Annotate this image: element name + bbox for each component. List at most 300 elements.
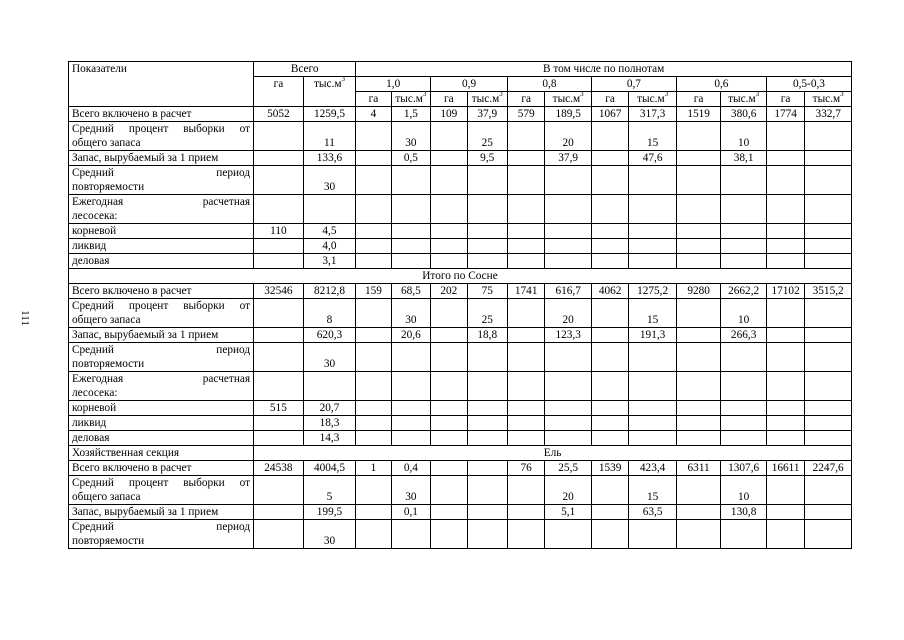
data-cell [676, 505, 721, 520]
data-cell [467, 254, 507, 269]
data-cell [766, 299, 804, 328]
data-cell [507, 195, 544, 224]
data-cell: 189,5 [545, 107, 592, 122]
cutting-calculation-table [68, 61, 852, 549]
header-indicators: Показатели [69, 62, 254, 107]
data-cell [766, 416, 804, 431]
row-label: Запас, вырубаемый за 1 прием [69, 328, 254, 343]
data-cell [721, 416, 767, 431]
data-cell [805, 476, 852, 505]
data-cell [431, 299, 467, 328]
data-cell [591, 476, 628, 505]
unit-vol-sup: 3 [840, 91, 844, 98]
data-cell: 15 [629, 122, 677, 151]
row-label [69, 476, 254, 505]
data-cell [431, 431, 467, 446]
data-cell: 30 [303, 343, 356, 372]
data-cell: 109 [431, 107, 467, 122]
data-cell: 63,5 [629, 505, 677, 520]
data-cell [254, 505, 304, 520]
data-cell: 515 [254, 401, 304, 416]
data-cell [629, 431, 677, 446]
row-annual [69, 195, 852, 224]
data-cell [254, 431, 304, 446]
data-cell [356, 431, 391, 446]
data-cell: 4 [356, 107, 391, 122]
data-cell [766, 239, 804, 254]
data-cell [629, 239, 677, 254]
data-cell: 10 [721, 476, 767, 505]
data-cell: 25,5 [545, 461, 592, 476]
header-row-1 [69, 62, 852, 77]
data-cell: 1539 [591, 461, 628, 476]
data-cell [467, 476, 507, 505]
section-title-spruce: Ель [254, 446, 852, 461]
data-cell [507, 254, 544, 269]
data-cell [676, 431, 721, 446]
data-cell [467, 505, 507, 520]
unit-vol-4 [721, 92, 767, 107]
data-cell [507, 151, 544, 166]
data-cell: 47,6 [629, 151, 677, 166]
data-cell [507, 520, 544, 549]
data-cell [467, 372, 507, 401]
data-cell [507, 239, 544, 254]
row-avg-percent [69, 299, 852, 328]
unit-vol-sup: 3 [580, 91, 584, 98]
data-cell [507, 122, 544, 151]
data-cell [591, 299, 628, 328]
data-cell [676, 166, 721, 195]
data-cell [766, 328, 804, 343]
data-cell: 14,3 [303, 431, 356, 446]
data-cell: 37,9 [467, 107, 507, 122]
row-avg-period [69, 520, 852, 549]
data-cell [391, 166, 430, 195]
row-label: корневой [69, 224, 254, 239]
unit-ha-1: га [431, 92, 467, 107]
header-total-vol: $тыс.м^3$ [303, 77, 356, 107]
data-cell [545, 372, 592, 401]
data-cell: 2662,2 [721, 284, 767, 299]
data-cell [591, 505, 628, 520]
row-label-line1: Средний период [72, 344, 251, 356]
data-cell [805, 239, 852, 254]
row-liquid [69, 416, 852, 431]
data-cell [676, 343, 721, 372]
data-cell [629, 166, 677, 195]
section-row-spruce [69, 446, 852, 461]
row-label-line1: Средний период [72, 167, 251, 179]
data-cell [676, 224, 721, 239]
data-cell [391, 401, 430, 416]
row-business [69, 431, 852, 446]
data-cell [356, 520, 391, 549]
data-cell [805, 416, 852, 431]
header-density-4: 0,6 [676, 77, 766, 92]
page-number: 111 [18, 310, 31, 326]
data-cell [676, 239, 721, 254]
section-title-pine-total: Итого по Сосне [69, 269, 852, 284]
data-cell [591, 372, 628, 401]
data-cell [629, 401, 677, 416]
data-cell: 15 [629, 476, 677, 505]
data-cell [507, 343, 544, 372]
data-cell: 75 [467, 284, 507, 299]
data-cell: 133,6 [303, 151, 356, 166]
row-label [69, 520, 254, 549]
data-cell [591, 239, 628, 254]
data-cell [431, 476, 467, 505]
data-cell [431, 461, 467, 476]
data-cell [303, 195, 356, 224]
data-cell [356, 299, 391, 328]
data-cell [629, 520, 677, 549]
data-cell: 110 [254, 224, 304, 239]
row-stock-cut [69, 151, 852, 166]
data-cell [545, 195, 592, 224]
data-cell: 5052 [254, 107, 304, 122]
data-cell [629, 343, 677, 372]
data-cell: 25 [467, 122, 507, 151]
data-cell [431, 239, 467, 254]
data-cell: 20 [545, 476, 592, 505]
data-cell [507, 299, 544, 328]
data-cell [766, 520, 804, 549]
row-business [69, 254, 852, 269]
data-cell: 15 [629, 299, 677, 328]
data-cell: 20 [545, 122, 592, 151]
data-cell [254, 343, 304, 372]
row-label [69, 122, 254, 151]
data-cell [676, 254, 721, 269]
data-cell [721, 166, 767, 195]
data-cell [545, 239, 592, 254]
data-cell [391, 239, 430, 254]
data-cell [356, 224, 391, 239]
data-cell: 3515,2 [805, 284, 852, 299]
section-row-pine-total [69, 269, 852, 284]
data-cell [254, 122, 304, 151]
data-cell [545, 254, 592, 269]
data-cell: 130,8 [721, 505, 767, 520]
data-cell [507, 372, 544, 401]
data-cell [356, 328, 391, 343]
data-cell [431, 151, 467, 166]
row-root [69, 401, 852, 416]
data-cell [721, 401, 767, 416]
data-cell [766, 254, 804, 269]
data-cell: 620,3 [303, 328, 356, 343]
data-cell: 1259,5 [303, 107, 356, 122]
row-label: Всего включено в расчет [69, 284, 254, 299]
data-cell: 16611 [766, 461, 804, 476]
data-cell: 3,1 [303, 254, 356, 269]
data-cell [356, 195, 391, 224]
data-cell: 159 [356, 284, 391, 299]
row-label-line2: лесосека: [72, 387, 118, 399]
data-cell [591, 224, 628, 239]
data-cell [431, 401, 467, 416]
row-label [69, 166, 254, 195]
data-cell [766, 166, 804, 195]
data-cell [356, 505, 391, 520]
data-cell [766, 431, 804, 446]
unit-vol-sup: 3 [499, 91, 503, 98]
data-cell [545, 401, 592, 416]
unit-vol-1 [467, 92, 507, 107]
unit-ha-0: га [356, 92, 391, 107]
row-label-line2: повторяемости [72, 181, 145, 193]
data-cell: 0,4 [391, 461, 430, 476]
data-cell [507, 328, 544, 343]
data-cell: 30 [303, 166, 356, 195]
data-cell: 20,6 [391, 328, 430, 343]
unit-ha-2: га [507, 92, 544, 107]
data-cell [431, 224, 467, 239]
data-cell [431, 505, 467, 520]
data-cell [629, 416, 677, 431]
data-cell [254, 151, 304, 166]
data-cell [391, 416, 430, 431]
data-cell: 18,3 [303, 416, 356, 431]
data-cell [629, 224, 677, 239]
data-cell: 1307,6 [721, 461, 767, 476]
data-cell: 423,4 [629, 461, 677, 476]
row-avg-period [69, 166, 852, 195]
row-label: корневой [69, 401, 254, 416]
row-stock-cut [69, 505, 852, 520]
unit-vol-sup: 3 [422, 91, 427, 98]
data-cell [356, 372, 391, 401]
data-cell: 380,6 [721, 107, 767, 122]
data-cell: 30 [391, 299, 430, 328]
data-cell [391, 520, 430, 549]
data-cell [254, 520, 304, 549]
data-cell [545, 224, 592, 239]
data-cell: 9,5 [467, 151, 507, 166]
row-label-line1: Средний процент выборки от [72, 123, 251, 135]
row-label-line2: общего запаса [72, 491, 141, 503]
data-cell [507, 166, 544, 195]
data-cell [676, 195, 721, 224]
row-label: ликвид [69, 416, 254, 431]
row-label: Запас, вырубаемый за 1 прием [69, 151, 254, 166]
data-cell [467, 224, 507, 239]
data-cell [303, 372, 356, 401]
row-label [69, 299, 254, 328]
unit-vol-2 [545, 92, 592, 107]
row-label-line2: повторяемости [72, 535, 145, 547]
data-cell [507, 401, 544, 416]
data-cell [805, 122, 852, 151]
unit-vol-5 [805, 92, 852, 107]
data-cell [805, 151, 852, 166]
data-cell: 68,5 [391, 284, 430, 299]
data-cell [591, 343, 628, 372]
data-cell: 4062 [591, 284, 628, 299]
data-cell [676, 372, 721, 401]
header-total: Всего [254, 62, 356, 77]
data-cell [721, 224, 767, 239]
row-label [69, 372, 254, 401]
row-label: деловая [69, 431, 254, 446]
data-cell [591, 416, 628, 431]
data-cell [676, 299, 721, 328]
data-cell [676, 122, 721, 151]
data-cell [805, 224, 852, 239]
data-cell [356, 401, 391, 416]
row-root [69, 224, 852, 239]
data-cell: 6311 [676, 461, 721, 476]
data-cell [391, 224, 430, 239]
header-density-1: 0,9 [431, 77, 508, 92]
data-cell [431, 520, 467, 549]
row-label: деловая [69, 254, 254, 269]
data-cell [467, 461, 507, 476]
data-cell: 76 [507, 461, 544, 476]
unit-vol-text: тыс.м [552, 93, 581, 105]
data-cell [721, 343, 767, 372]
data-cell [507, 476, 544, 505]
data-cell: 4004,5 [303, 461, 356, 476]
data-cell [805, 328, 852, 343]
row-label: Всего включено в расчет [69, 107, 254, 122]
data-cell: 332,7 [805, 107, 852, 122]
unit-ha-4: га [676, 92, 721, 107]
data-cell: 1,5 [391, 107, 430, 122]
data-cell [805, 343, 852, 372]
data-cell [507, 505, 544, 520]
data-cell [356, 343, 391, 372]
data-cell [591, 195, 628, 224]
data-cell [467, 343, 507, 372]
data-cell [676, 416, 721, 431]
data-cell [766, 476, 804, 505]
data-cell [805, 195, 852, 224]
data-cell [805, 254, 852, 269]
data-cell: 202 [431, 284, 467, 299]
data-cell [591, 401, 628, 416]
data-cell [467, 416, 507, 431]
data-cell: 9280 [676, 284, 721, 299]
data-cell [391, 195, 430, 224]
data-cell: 11 [303, 122, 356, 151]
data-cell [805, 166, 852, 195]
data-cell [431, 195, 467, 224]
data-cell: 17102 [766, 284, 804, 299]
data-cell [545, 520, 592, 549]
data-cell [431, 122, 467, 151]
data-cell [766, 401, 804, 416]
row-label-line2: повторяемости [72, 358, 145, 370]
data-cell: 191,3 [629, 328, 677, 343]
data-cell [591, 431, 628, 446]
unit-vol-text: тыс.м [395, 93, 423, 105]
data-cell [591, 122, 628, 151]
data-cell: 5 [303, 476, 356, 505]
data-cell: 1519 [676, 107, 721, 122]
data-cell [766, 372, 804, 401]
row-label: ликвид [69, 239, 254, 254]
data-cell [254, 239, 304, 254]
data-cell [391, 343, 430, 372]
data-cell: 4,5 [303, 224, 356, 239]
data-cell [805, 505, 852, 520]
data-cell [629, 372, 677, 401]
data-cell [254, 476, 304, 505]
data-cell [467, 195, 507, 224]
data-cell [391, 254, 430, 269]
row-included [69, 284, 852, 299]
data-cell [254, 372, 304, 401]
unit-vol-text: тыс.м [812, 93, 841, 105]
data-cell [766, 195, 804, 224]
data-cell [467, 431, 507, 446]
data-cell: 317,3 [629, 107, 677, 122]
row-label [69, 343, 254, 372]
data-cell: 4,0 [303, 239, 356, 254]
data-cell [467, 520, 507, 549]
data-cell [356, 122, 391, 151]
row-label-line1: Ежегодная расчетная [72, 196, 251, 208]
data-cell [507, 224, 544, 239]
data-cell [254, 299, 304, 328]
row-label: Запас, вырубаемый за 1 прием [69, 505, 254, 520]
header-density-0: 1,0 [356, 77, 431, 92]
data-cell: 0,1 [391, 505, 430, 520]
data-cell: 8 [303, 299, 356, 328]
data-cell [805, 431, 852, 446]
unit-vol-sup: 3 [755, 91, 760, 98]
data-cell [431, 343, 467, 372]
data-cell [356, 476, 391, 505]
data-cell [721, 195, 767, 224]
data-cell [254, 328, 304, 343]
row-avg-percent [69, 122, 852, 151]
data-cell: 10 [721, 299, 767, 328]
data-cell [431, 416, 467, 431]
data-cell [766, 224, 804, 239]
data-cell [467, 401, 507, 416]
data-cell [507, 431, 544, 446]
data-cell [805, 520, 852, 549]
data-cell [766, 122, 804, 151]
data-cell [721, 239, 767, 254]
data-cell [805, 372, 852, 401]
data-cell: 1774 [766, 107, 804, 122]
data-cell [391, 372, 430, 401]
header-density-2: 0,8 [507, 77, 591, 92]
data-cell [356, 239, 391, 254]
data-cell: 2247,6 [805, 461, 852, 476]
data-cell [254, 416, 304, 431]
unit-vol-text: тыс.м [637, 93, 665, 105]
data-cell: 30 [391, 122, 430, 151]
row-label-line2: лесосека: [72, 210, 118, 222]
data-cell: 123,3 [545, 328, 592, 343]
data-cell [676, 476, 721, 505]
header-total-ha: га [254, 77, 304, 107]
data-cell: 38,1 [721, 151, 767, 166]
row-liquid [69, 239, 852, 254]
data-cell [545, 431, 592, 446]
data-cell [805, 401, 852, 416]
data-cell [431, 254, 467, 269]
data-cell: 25 [467, 299, 507, 328]
row-label-line1: Средний процент выборки от [72, 300, 251, 312]
data-cell [591, 520, 628, 549]
